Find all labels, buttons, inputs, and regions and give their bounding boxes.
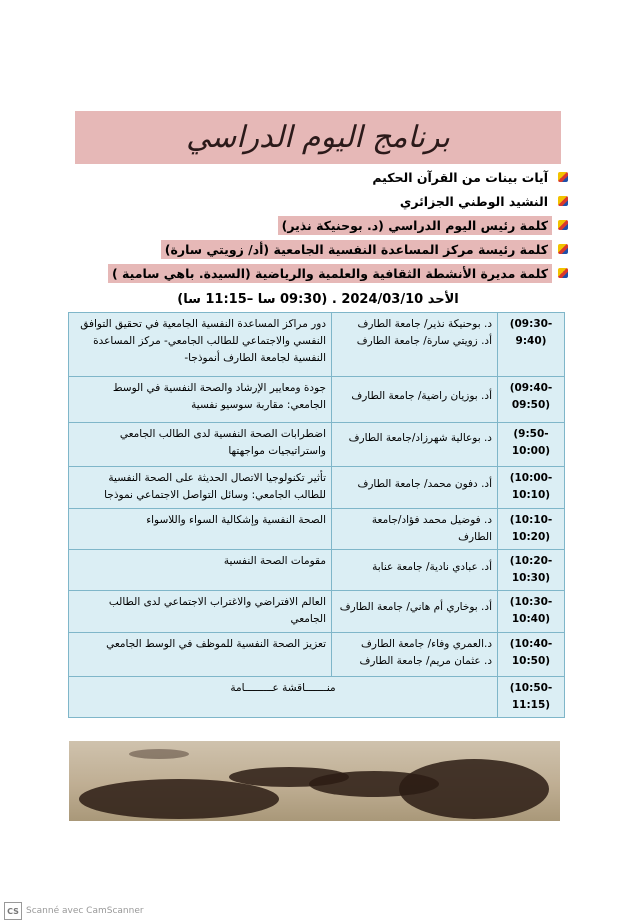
session-date: الأحد 2024/03/10 . (09:30 سا –11:15 سا) [177, 292, 459, 307]
crowd-group-shape [399, 759, 549, 819]
speaker-cell [332, 467, 498, 509]
bullet-icon [558, 244, 568, 254]
topic-cell: دور مراكز المساعدة النفسية الجامعية في تحقيق التوافق النفسي والاجتماعي للطالب الجامعي- مركز المساعدة النفسية لجامعة الطارف أنموذجا- [69, 313, 332, 377]
page-title: برنامج اليوم الدراسي [186, 120, 450, 155]
agenda-item [108, 166, 568, 188]
speaker-cell [332, 423, 498, 467]
time-cell: (09:30-9:40) [498, 313, 565, 377]
topic-cell: الصحة النفسية وإشكالية السواء واللاسواء [69, 509, 332, 550]
camscanner-logo-icon: CS [4, 902, 22, 920]
table-row [69, 423, 565, 467]
bullet-icon [558, 268, 568, 278]
speaker-cell [332, 313, 498, 377]
table-row [69, 677, 565, 718]
speaker-cell [332, 377, 498, 423]
speaker-name: أد. عبادي نادية/ جامعة عنابة [372, 561, 492, 573]
speaker-cell [332, 509, 498, 550]
agenda-item-text: كلمة رئيسة مركز المساعدة النفسية الجامعية (أد/ زويتي سارة) [161, 240, 552, 259]
schedule-table [68, 312, 565, 718]
agenda-item-text: آيات بينات من القرآن الحكيم [372, 169, 548, 185]
table-row [69, 313, 565, 377]
speaker-cell [332, 591, 498, 633]
agenda-item [108, 238, 568, 260]
speaker-name: أد. دفون محمد/ جامعة الطارف [357, 478, 492, 490]
crowd-photo [69, 741, 560, 821]
speaker-name: د. بوعالية شهرزاد/جامعة الطارف [348, 432, 492, 444]
agenda-item-text: كلمة مديرة الأنشطة الثقافية والعلمية والرياضية (السيدة. باهي سامية ) [108, 264, 552, 283]
table-row [69, 467, 565, 509]
title-banner [75, 111, 561, 164]
crowd-group-shape [129, 749, 189, 759]
speaker-name: د. فوضيل محمد فؤاد/جامعة الطارف [371, 514, 492, 543]
speaker-name: د. عثمان مريم/ جامعة الطارف [359, 655, 492, 667]
time-cell: (09:40-09:50) [498, 377, 565, 423]
discussion-cell: منـــــــاقشة عـــــــــامة [69, 677, 498, 718]
table-row [69, 509, 565, 550]
bullet-icon [558, 196, 568, 206]
bullet-icon [558, 220, 568, 230]
speaker-name: د. بوحنيكة نذير/ جامعة الطارف [357, 318, 492, 330]
table-row [69, 633, 565, 677]
scanner-watermark [4, 902, 144, 920]
table-row [69, 591, 565, 633]
agenda-item [108, 214, 568, 236]
table-row [69, 377, 565, 423]
agenda-item [108, 190, 568, 212]
topic-cell: العالم الافتراضي والاغتراب الاجتماعي لدى الطالب الجامعي [69, 591, 332, 633]
topic-cell: مقومات الصحة النفسية [69, 550, 332, 591]
speaker-name: أد. بوخاري أم هاني/ جامعة الطارف [339, 601, 492, 613]
topic-cell: اضطرابات الصحة النفسية لدى الطالب الجامعي واستراتيجيات مواجهتها [69, 423, 332, 467]
crowd-group-shape [79, 779, 279, 819]
bullet-icon [558, 172, 568, 182]
speaker-name: أد. بوزيان راضية/ جامعة الطارف [351, 390, 492, 402]
topic-cell: جودة ومعايير الإرشاد والصحة النفسية في الوسط الجامعي: مقاربة سوسيو نفسية [69, 377, 332, 423]
table-row [69, 550, 565, 591]
topic-cell: تأثير تكنولوجيا الاتصال الحديثة على الصحة النفسية للطالب الجامعي: وسائل التواصل الاجتماعي نموذجا [69, 467, 332, 509]
agenda-item-text: كلمة رئيس اليوم الدراسي (د. بوحنيكة نذير) [278, 216, 552, 235]
time-cell: (10:50-11:15) [498, 677, 565, 718]
time-cell: (10:30-10:40) [498, 591, 565, 633]
scanner-text: Scanné avec CamScanner [26, 906, 144, 916]
agenda-item-text: النشيد الوطني الجزائري [399, 193, 548, 209]
speaker-name: أد. زويتي سارة/ جامعة الطارف [356, 335, 492, 347]
topic-cell: تعزيز الصحة النفسية للموظف في الوسط الجامعي [69, 633, 332, 677]
opening-agenda [108, 166, 568, 286]
time-cell: (10:00-10:10) [498, 467, 565, 509]
speaker-name: د.العمري وفاء/ جامعة الطارف [361, 638, 492, 650]
time-cell: (10:20-10:30) [498, 550, 565, 591]
speaker-cell [332, 633, 498, 677]
time-cell: (10:40-10:50) [498, 633, 565, 677]
speaker-cell [332, 550, 498, 591]
time-cell: (9:50-10:00) [498, 423, 565, 467]
time-cell: (10:10-10:20) [498, 509, 565, 550]
agenda-item [108, 262, 568, 284]
